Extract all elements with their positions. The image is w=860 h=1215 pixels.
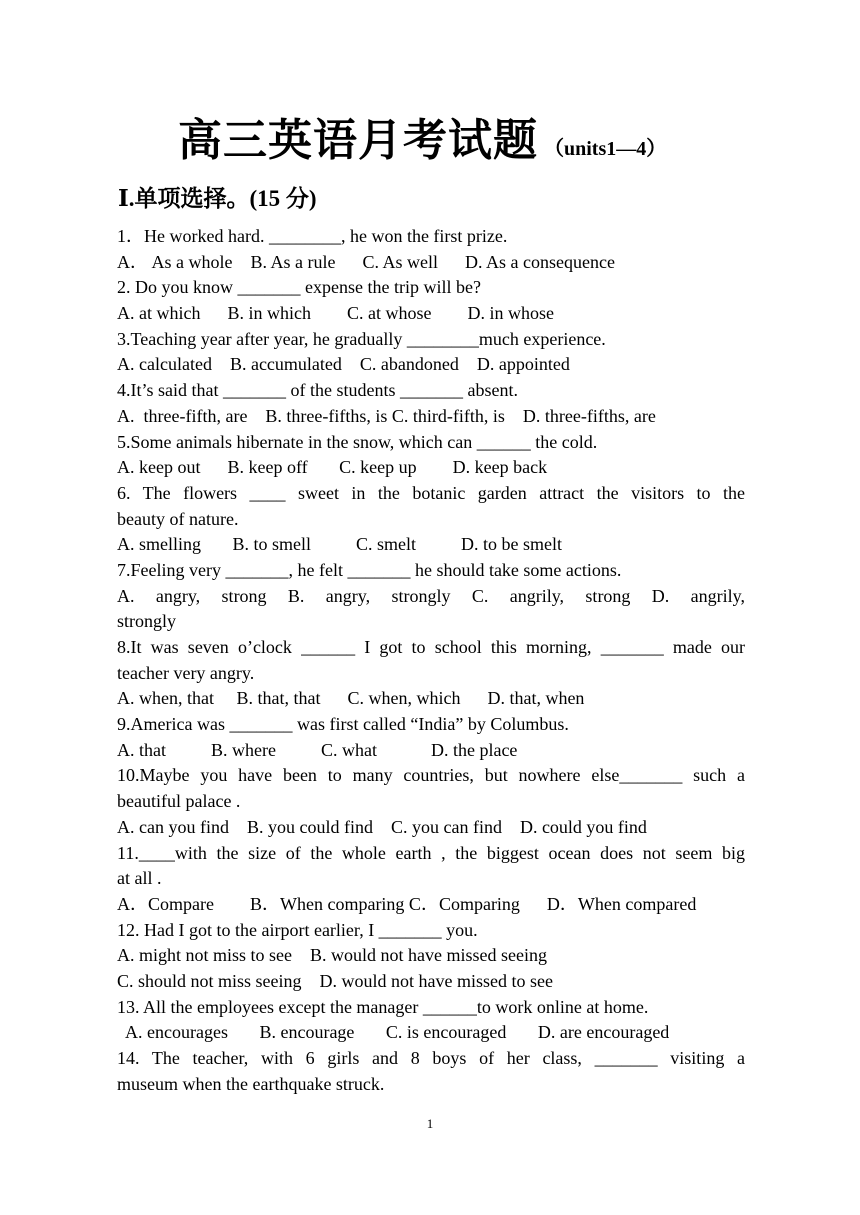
text-line: A. can you find B. you could find C. you can find D. could you find [117,816,647,837]
text-line: A. that B. where C. what D. the place [117,739,518,760]
text-line: 14. The teacher, with 6 girls and 8 boys of her class, _______ visiting a [117,1048,745,1068]
text-line: 13. All the employees except the manager ______to work online at home. [117,996,649,1017]
text-line: A. at which B. in which C. at whose D. in whose [117,303,554,324]
text-line: A. when, that B. that, that C. when, which D. that, when [117,688,585,709]
text-line: A．Compare B．When comparing C．Comparing D．When compared [117,893,697,914]
text-line: 3.Teaching year after year, he gradually ________much experience. [117,328,606,349]
text-line: strongly [117,611,177,632]
page-number: 1 [426,1116,434,1131]
text-line: 2. Do you know _______ expense the trip will be? [117,277,481,298]
text-line: 5.Some animals hibernate in the snow, which can ______ the cold. [117,431,598,452]
text-line: teacher very angry. [117,662,255,683]
text-line: A. keep out B. keep off C. keep up D. keep back [117,457,548,478]
exam-subtitle: （units1—4） [544,138,667,160]
text-line: A． As a whole B. As a rule C. As well D. As a consequence [117,251,615,272]
text-line: 4.It’s said that _______ of the students _______ absent. [117,380,518,401]
text-line: beauty of nature. [117,508,239,529]
text-line: A. encourages B. encourage C. is encouraged D. are encouraged [117,1022,670,1043]
text-line: A. smelling B. to smell C. smelt D. to be smelt [117,534,562,555]
text-line: 8.It was seven o’clock ______ I got to school this morning, _______ made our [117,637,745,657]
text-line: C. should not miss seeing D. would not have missed to see [117,970,553,991]
text-line: 6. The flowers ____ sweet in the botanic garden attract the visitors to the [117,482,745,503]
text-line: 10.Maybe you have been to many countries, but nowhere else_______ such a [117,765,745,786]
text-line: A. three-fifth, are B. three-fifths, is C. third-fifth, is D. three-fifths, are [117,405,656,426]
title-row [178,104,666,168]
text-line: 1．He worked hard. ________, he won the first prize. [117,226,508,246]
text-line: 7.Feeling very _______, he felt _______ he should take some actions. [117,559,622,580]
exam-title: 高三英语月考试题 [178,115,538,166]
text-line: 12. Had I got to the airport earlier, I _______ you. [117,919,478,940]
question-list [117,224,745,1097]
text-line: museum when the earthquake struck. [117,1073,385,1094]
text-line: 9.America was _______ was first called “India” by Columbus. [117,714,569,735]
text-line: at all . [117,868,162,889]
text-line: A. calculated B. accumulated C. abandoned D. appointed [117,354,570,375]
text-line: A. might not miss to see B. would not have missed seeing [117,945,547,966]
section-heading: Ⅰ.单项选择。(15 分) [118,186,317,211]
text-line: 11.____with the size of the whole earth , the biggest ocean does not seem big [117,842,745,863]
text-line: beautiful palace . [117,791,241,812]
text-line: A. angry, strong B. angry, strongly C. angrily, strong D. angrily, [117,585,745,606]
